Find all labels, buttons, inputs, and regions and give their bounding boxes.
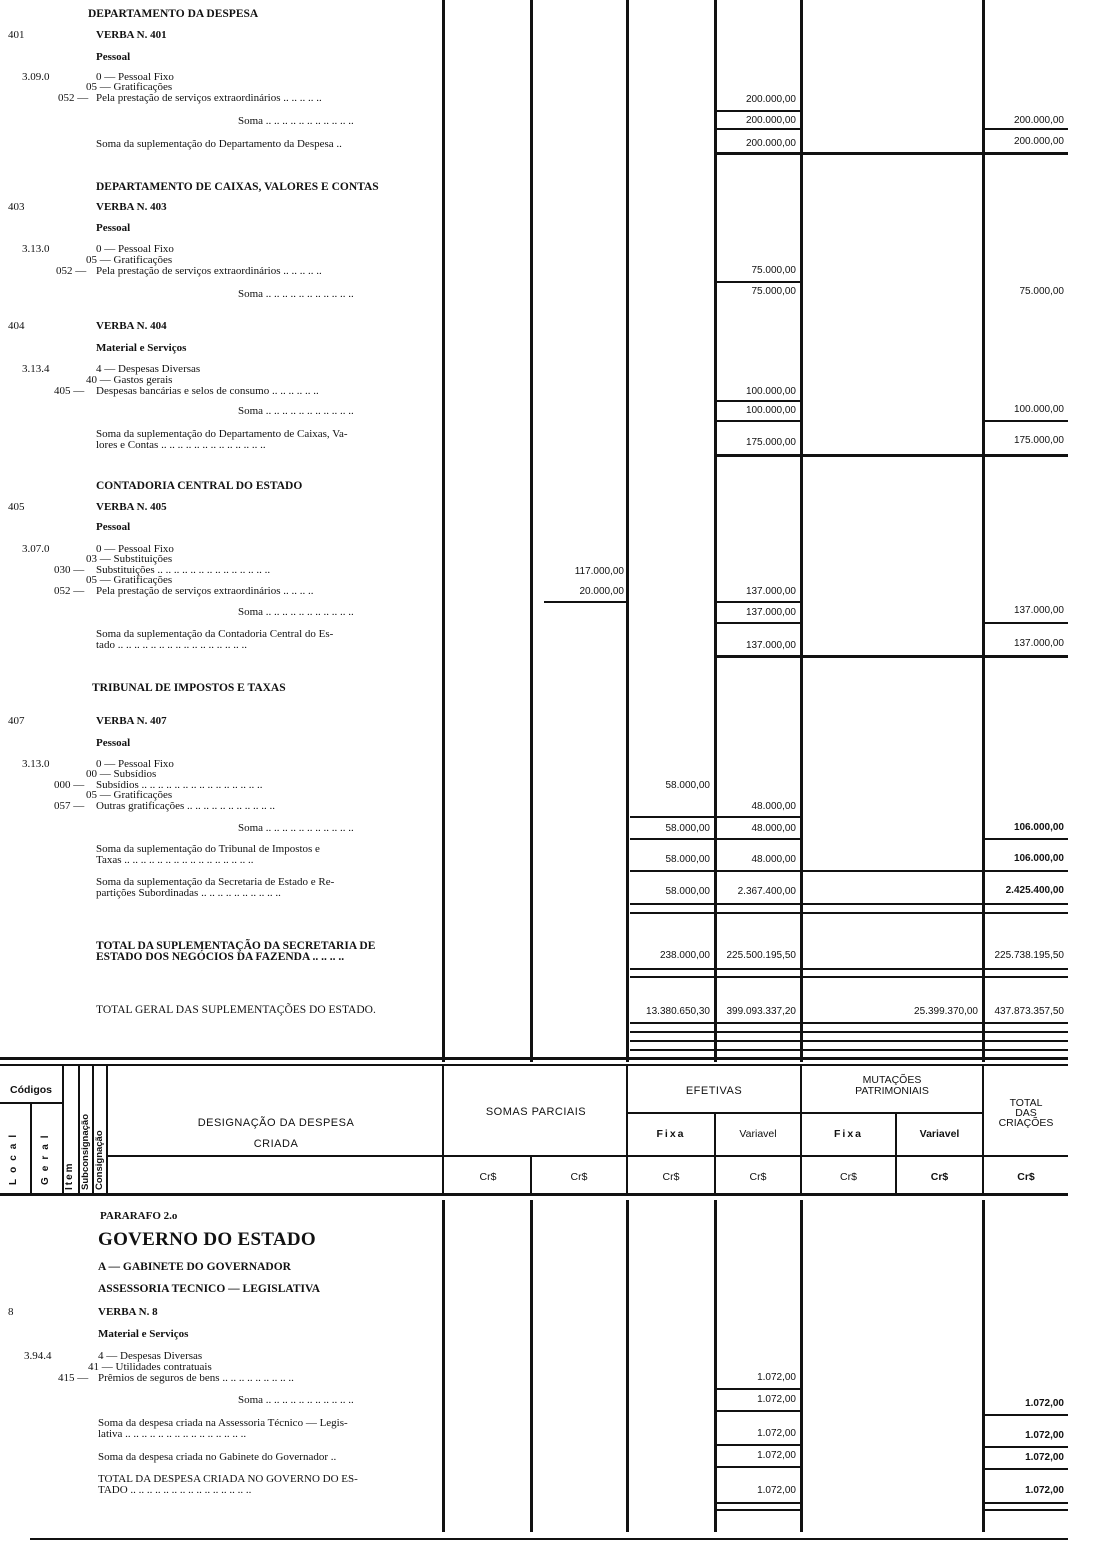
local-code: 3.13.0 [22,243,50,255]
sum-rule [984,420,1068,422]
sum-rule [630,968,1068,970]
sum-rule [630,1040,1068,1042]
sum-rule [716,110,800,112]
soma-label: tado .. .. .. .. .. .. .. .. .. .. .. .. .. .. .. .. [96,639,247,651]
sum-rule [630,838,800,840]
sum-rule [630,1031,1068,1033]
category-heading: Pessoal [96,737,131,749]
local-code: 3.94.4 [24,1350,52,1362]
soma-label: lores e Contas .. .. .. .. .. .. .. .. .. .. .. .. .. [96,439,266,451]
sum-rule [630,976,1068,978]
line-text: Outras gratificações .. .. .. .. .. .. .. .. .. .. .. [96,800,276,812]
value-fixa: 58.000,00 [665,886,710,897]
soma-label: lativa .. .. .. .. .. .. .. .. .. .. .. .. .. .. .. [98,1428,247,1440]
soma-label: Soma da suplementação do Tribunal de Impostos e [96,843,320,855]
sum-rule [716,1509,800,1511]
soma-label: Soma .. .. .. .. .. .. .. .. .. .. .. [238,822,354,834]
column-rule [626,1200,629,1532]
section-heading: CONTADORIA CENTRAL DO ESTADO [96,480,303,492]
verba-heading: VERBA N. 404 [96,320,167,332]
total-header: DAS [1015,1107,1037,1119]
value-total: 200.000,00 [1013,136,1064,147]
total-label: TADO .. .. .. .. .. .. .. .. .. .. .. .. .. .. .. [98,1484,252,1496]
value-variavel: 48.000,00 [751,801,796,812]
sum-rule [716,454,1068,457]
item-code: 052 — [58,92,89,104]
sum-rule [716,1444,800,1446]
category-heading: Pessoal [96,521,131,533]
local-code: 407 [8,715,25,727]
local-code: 3.13.0 [22,758,50,770]
sum-rule [984,1446,1068,1448]
line-text: 05 — Gratificações [86,81,173,93]
value-mutacao-variavel: 25.399.370,00 [914,1006,978,1017]
local-code: 401 [8,29,25,41]
verba-heading: VERBA N. 407 [96,715,167,727]
value-variavel: 137.000,00 [745,607,796,618]
currency-header: Cr$ [1017,1171,1035,1183]
column-rule [442,0,445,1062]
consignacao-header: Consignação [94,1130,105,1190]
value-fixa: 58.000,00 [665,780,710,791]
line-text: Prêmios de seguros de bens .. .. .. .. .. .. .. .. .. [98,1372,294,1384]
sum-rule [716,1466,800,1468]
designacao-header: DESIGNAÇÃO DA DESPESA [197,1117,355,1129]
value-total: 1.072,00 [1025,1485,1064,1496]
fixa-header: Fixa [656,1128,686,1140]
item-code: 000 — [54,779,85,791]
variavel-header: Variavel [919,1128,960,1140]
currency-header: Cr$ [570,1171,588,1183]
line-text: 40 — Gastos gerais [86,374,173,386]
value-variavel: 175.000,00 [745,437,796,448]
mutacoes-header: MUTAÇÕES [862,1074,922,1086]
value-variavel: 48.000,00 [751,823,796,834]
currency-header: Cr$ [749,1171,767,1183]
efetivas-header: EFETIVAS [685,1085,743,1097]
sum-rule [984,1414,1068,1416]
subconsignacao-header: Subconsignação [80,1113,91,1190]
total-header: CRIAÇÕES [998,1117,1054,1129]
line-text: Pela prestação de serviços extraordinários .. .. .. .. .. [96,92,322,104]
soma-label: Soma da despesa criada na Assessoria Técnico — Legis- [98,1417,348,1429]
sum-rule [630,1022,1068,1024]
local-header: Local [8,1128,19,1185]
sum-rule [716,1388,800,1390]
value-variavel: 1.072,00 [757,1450,796,1461]
column-rule [982,1200,985,1532]
somas-parciais-header: SOMAS PARCIAIS [485,1106,587,1118]
category-heading: Pessoal [96,222,131,234]
currency-header: Cr$ [662,1171,680,1183]
total-label: TOTAL GERAL DAS SUPLEMENTAÇÕES DO ESTADO. [96,1004,376,1016]
line-text: 0 — Pessoal Fixo [96,543,174,555]
value-variavel: 75.000,00 [751,265,796,276]
column-rule [442,1200,445,1532]
value-total: 137.000,00 [1013,638,1064,649]
value-variavel: 75.000,00 [751,286,796,297]
line-text: 4 — Despesas Diversas [98,1350,203,1362]
category-heading: Material e Serviços [96,342,187,354]
local-code: 3.07.0 [22,543,50,555]
value-fixa: 13.380.650,30 [646,1006,710,1017]
line-text: Pela prestação de serviços extraordinários .. .. .. .. [96,585,314,597]
soma-label: Soma .. .. .. .. .. .. .. .. .. .. .. [238,606,354,618]
column-rule [714,1200,717,1532]
designacao-header: CRIADA [253,1138,299,1150]
category-heading: Material e Serviços [98,1328,189,1340]
value-variavel: 1.072,00 [757,1372,796,1383]
soma-label: Soma .. .. .. .. .. .. .. .. .. .. .. [238,405,354,417]
mutacoes-header: PATRIMONIAIS [855,1085,929,1097]
line-text: 00 — Subsídios [86,768,157,780]
value-variavel: 100.000,00 [745,386,796,397]
item-header: Item [64,1161,75,1190]
value-total: 437.873.357,50 [994,1006,1064,1017]
soma-label: Soma .. .. .. .. .. .. .. .. .. .. .. [238,1394,354,1406]
value-total: 75.000,00 [1019,286,1064,297]
value-variavel: 399.093.337,20 [726,1006,796,1017]
soma-label: Soma .. .. .. .. .. .. .. .. .. .. .. [238,115,354,127]
section-divider [0,1064,1068,1066]
soma-label: Soma da suplementação do Departamento de Caixas, Va- [96,428,348,440]
variavel-header: Variavel [739,1128,777,1140]
codigos-header: Códigos [10,1084,52,1096]
verba-heading: VERBA N. 8 [98,1306,158,1318]
total-label: TOTAL DA SUPLEMENTAÇÃO DA SECRETARIA DE [96,940,376,952]
column-rule [530,0,533,1062]
local-code: 404 [8,320,25,332]
value-total: 137.000,00 [1013,605,1064,616]
value-total: 100.000,00 [1013,404,1064,415]
item-code: 052 — [56,265,87,277]
currency-header: Cr$ [479,1171,497,1183]
local-code: 3.09.0 [22,71,50,83]
soma-label: Soma da suplementação do Departamento da Despesa .. [96,138,342,150]
section-divider [0,1057,1068,1060]
item-code: 415 — [58,1372,89,1384]
local-code: 3.13.4 [22,363,50,375]
value-total: 1.072,00 [1025,1452,1064,1463]
header-column-rule [442,1066,444,1194]
value-fixa: 58.000,00 [665,823,710,834]
currency-header: Cr$ [840,1171,857,1183]
verba-heading: VERBA N. 405 [96,501,167,513]
item-code: 405 — [54,385,85,397]
line-text: Pela prestação de serviços extraordinários .. .. .. .. .. [96,265,322,277]
section-heading: ASSESSORIA TECNICO — LEGISLATIVA [98,1283,321,1295]
total-header: TOTAL [1009,1097,1043,1109]
value-variavel: 225.500.195,50 [726,950,796,961]
column-rule [530,1200,533,1532]
sum-rule [716,152,1068,155]
value-parcial: 117.000,00 [574,566,624,577]
value-fixa: 58.000,00 [665,854,710,865]
soma-label: Soma da suplementação da Contadoria Central do Es- [96,628,334,640]
column-rule [800,1200,803,1532]
value-total: 106.000,00 [1013,822,1064,833]
header-rule [626,1112,982,1114]
geral-header: Geral [40,1129,51,1185]
category-heading: Pessoal [96,51,131,63]
header-column-rule [106,1066,108,1194]
sum-rule [716,1410,800,1412]
line-text: Substituições .. .. .. .. .. .. .. .. .. .. .. .. .. .. [96,564,271,576]
header-rule [0,1193,1068,1196]
sum-rule [630,912,1068,914]
line-text: 0 — Pessoal Fixo [96,71,174,83]
value-total: 175.000,00 [1013,435,1064,446]
header-column-rule [30,1102,32,1194]
sum-rule [716,1502,800,1504]
soma-label: Soma da suplementação da Secretaria de Estado e Re- [96,876,335,888]
item-code: 057 — [54,800,85,812]
soma-label: partições Subordinadas .. .. .. .. .. .. .. .. .. .. [96,887,281,899]
value-total: 1.072,00 [1025,1430,1064,1441]
sum-rule [984,1509,1068,1511]
header-rule [108,1155,1068,1157]
local-code: 8 [8,1306,14,1318]
value-total: 2.425.400,00 [1005,885,1064,896]
section-heading: TRIBUNAL DE IMPOSTOS E TAXAS [92,682,286,694]
value-total: 1.072,00 [1025,1398,1064,1409]
line-text: 0 — Pessoal Fixo [96,243,174,255]
value-variavel: 200.000,00 [745,115,796,126]
value-total: 106.000,00 [1013,853,1064,864]
line-text: Subsídios .. .. .. .. .. .. .. .. .. .. .. .. .. .. .. [96,779,263,791]
paragraph-heading: PARARAFO 2.o [100,1210,178,1222]
item-code: 052 — [54,585,85,597]
sum-rule [984,622,1068,624]
value-variavel: 100.000,00 [745,405,796,416]
value-variavel: 137.000,00 [745,586,796,597]
total-label: ESTADO DOS NEGÓCIOS DA FAZENDA .. .. .. .. [96,951,345,963]
item-code: 030 — [54,564,85,576]
section-heading: A — GABINETE DO GOVERNADOR [98,1261,291,1273]
section-heading: DEPARTAMENTO DE CAIXAS, VALORES E CONTAS [96,181,379,193]
value-variavel: 48.000,00 [751,854,796,865]
value-variavel: 200.000,00 [745,94,796,105]
line-text: 05 — Gratificações [86,254,173,266]
fixa-header: Fixa [833,1128,863,1140]
sum-rule [630,816,800,818]
line-text: 4 — Despesas Diversas [96,363,201,375]
sum-rule [984,1502,1068,1504]
total-label: TOTAL DA DESPESA CRIADA NO GOVERNO DO ES- [98,1473,358,1485]
value-variavel: 137.000,00 [745,640,796,651]
sum-rule [716,601,800,603]
line-text: 41 — Utilidades contratuais [88,1361,212,1373]
line-text: 05 — Gratificações [86,789,173,801]
line-text: 05 — Gratificações [86,574,173,586]
sum-rule [984,1468,1068,1470]
sum-rule [716,128,800,130]
sum-rule [630,903,1068,905]
value-variavel: 200.000,00 [745,138,796,149]
line-text: 03 — Substituições [86,553,173,565]
value-total: 225.738.195,50 [994,950,1064,961]
line-text: 0 — Pessoal Fixo [96,758,174,770]
sum-rule [716,420,800,422]
value-fixa: 238.000,00 [659,950,710,961]
soma-label: Taxas .. .. .. .. .. .. .. .. .. .. .. .. .. .. .. .. [96,854,254,866]
governo-heading: GOVERNO DO ESTADO [98,1229,316,1250]
value-parcial: 20.000,00 [579,586,624,597]
sum-rule [630,1049,1068,1051]
local-code: 405 [8,501,25,513]
value-variavel: 1.072,00 [757,1428,796,1439]
verba-heading: VERBA N. 401 [96,29,167,41]
sum-rule [544,601,628,603]
value-total: 200.000,00 [1013,115,1064,126]
sum-rule [716,400,800,402]
local-code: 403 [8,201,25,213]
page-bottom-rule [30,1538,1068,1540]
section-heading: DEPARTAMENTO DA DESPESA [88,8,259,20]
value-variavel: 1.072,00 [757,1394,796,1405]
value-variavel: 2.367.400,00 [737,886,796,897]
sum-rule [716,655,1068,658]
verba-heading: VERBA N. 403 [96,201,167,213]
sum-rule [716,622,800,624]
soma-label: Soma .. .. .. .. .. .. .. .. .. .. .. [238,288,354,300]
sum-rule [630,870,1068,872]
soma-label: Soma da despesa criada no Gabinete do Governador .. [98,1451,337,1463]
sum-rule [984,128,1068,130]
sum-rule [984,838,1068,840]
column-rule [626,0,629,1062]
line-text: Despesas bancárias e selos de consumo .. .. .. .. .. .. [96,385,319,397]
sum-rule [716,281,800,283]
currency-header: Cr$ [930,1171,949,1183]
value-variavel: 1.072,00 [757,1485,796,1496]
